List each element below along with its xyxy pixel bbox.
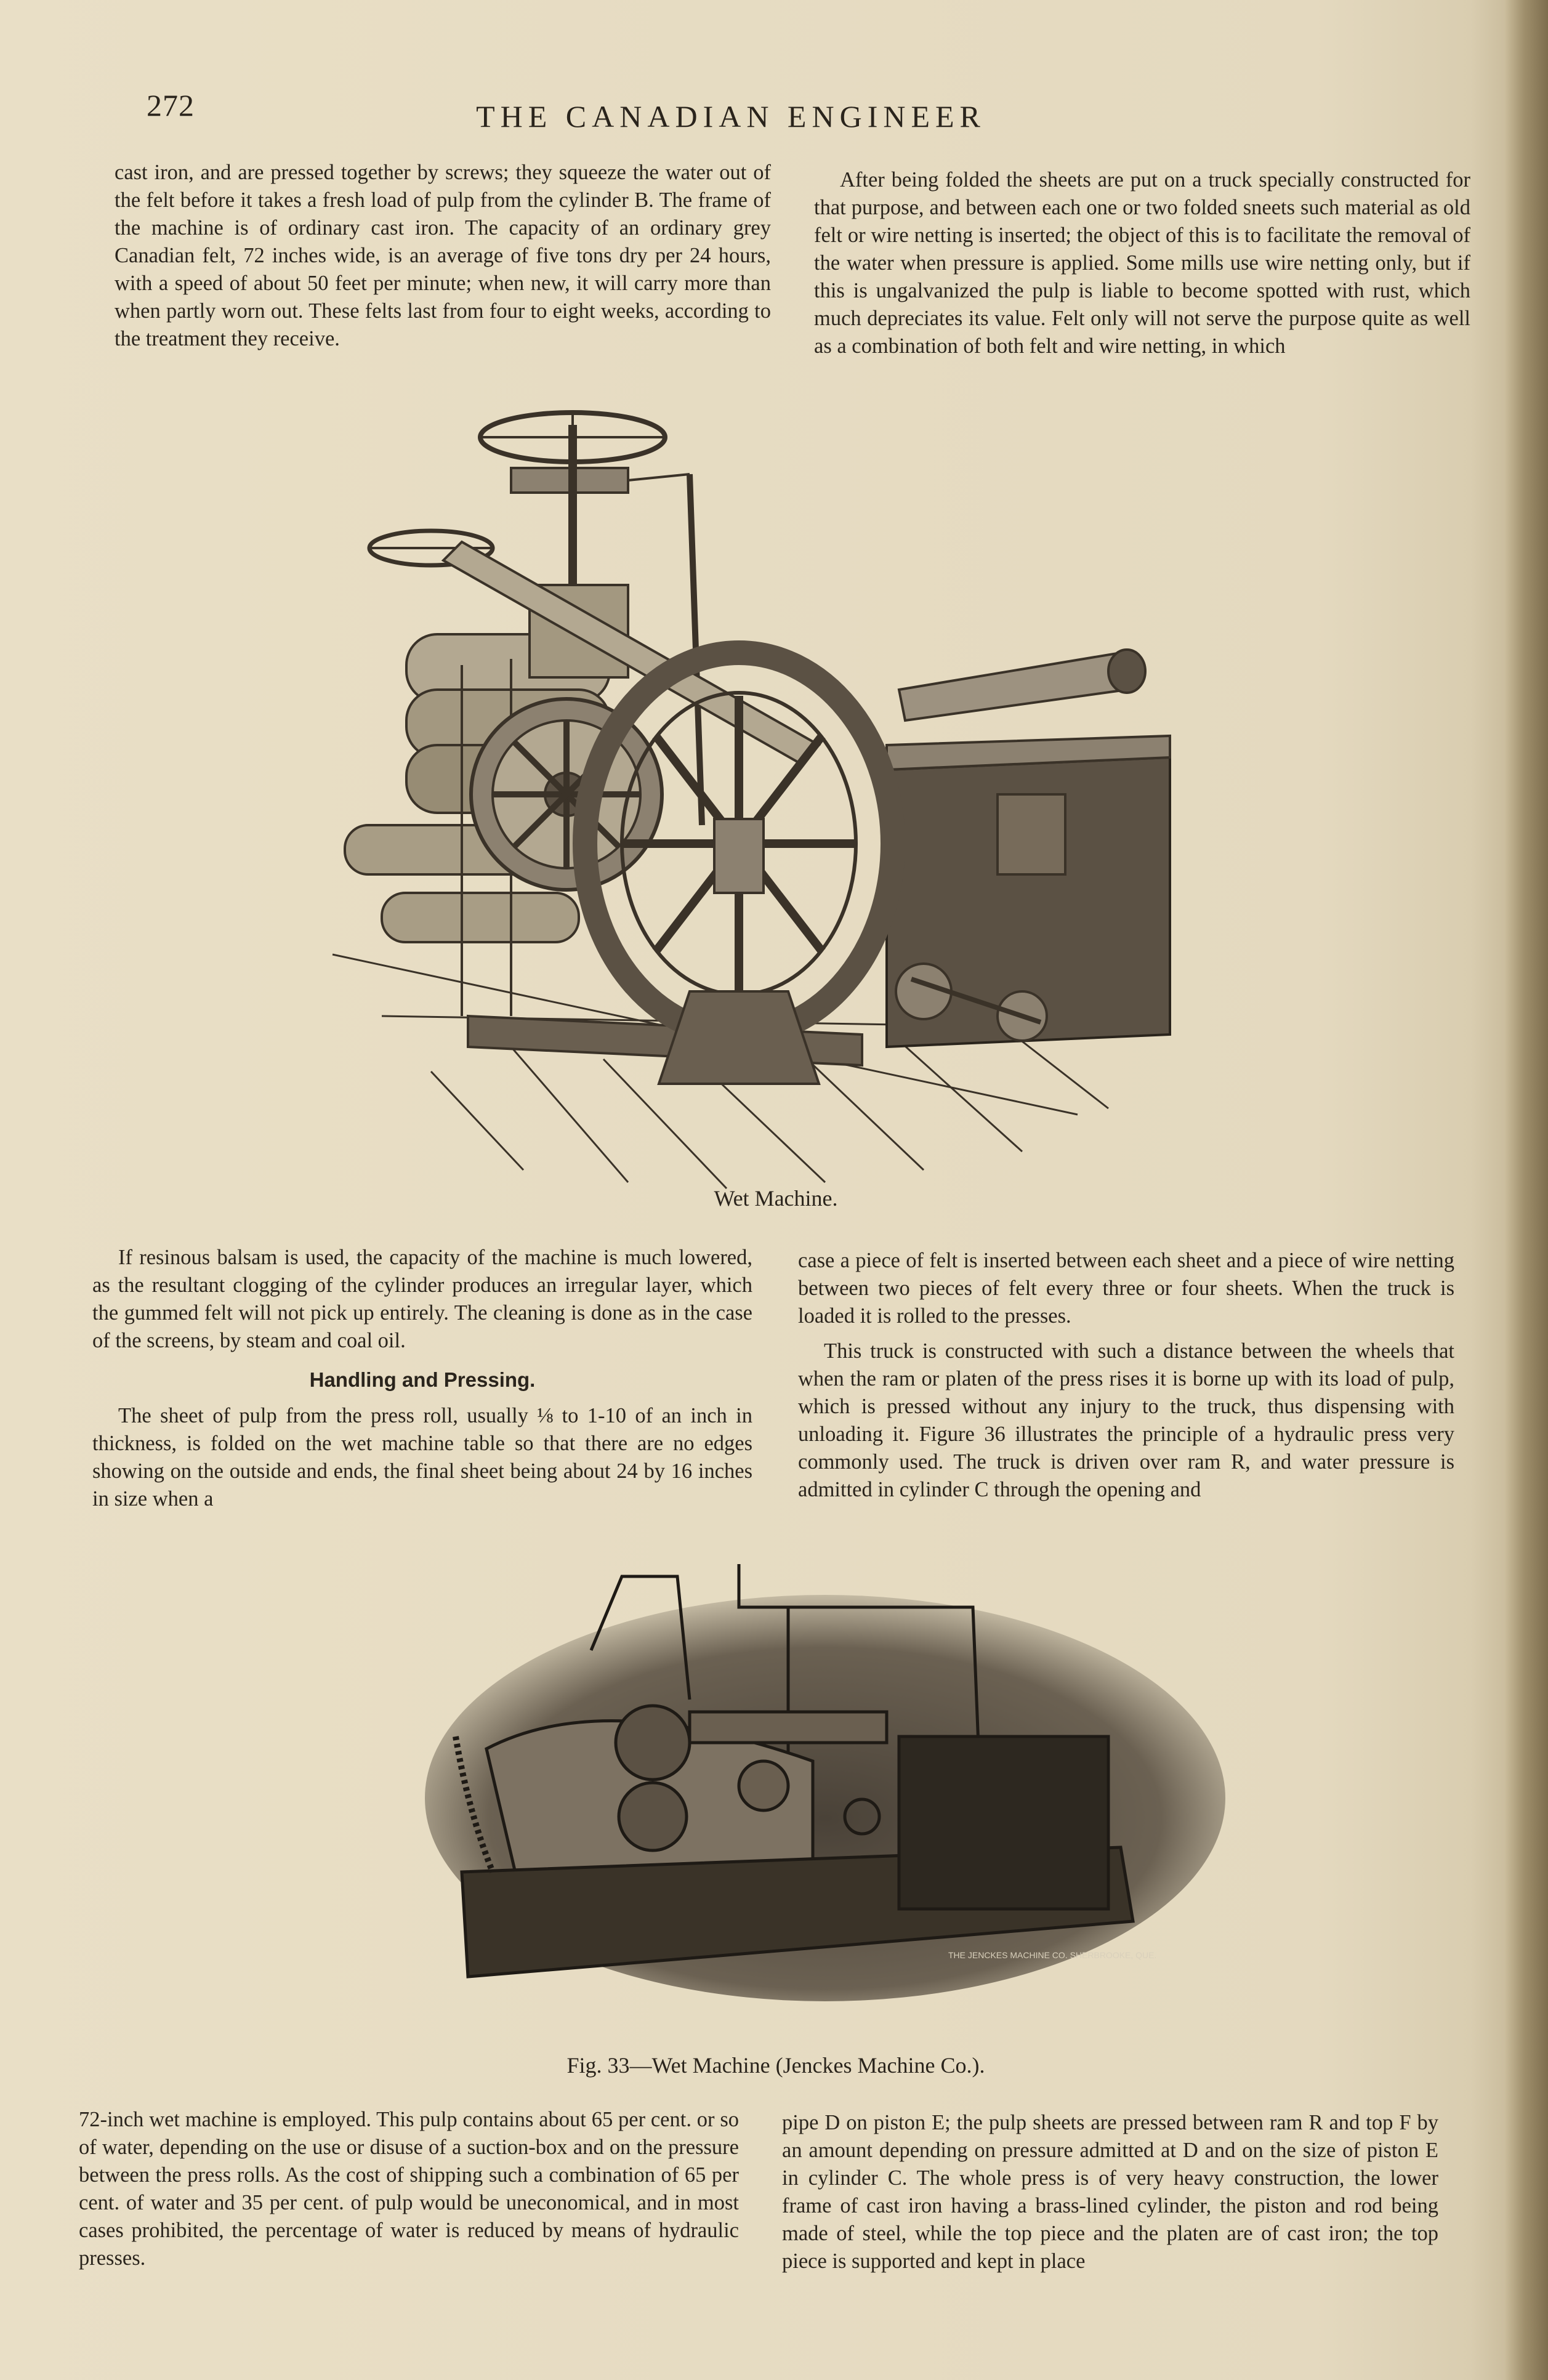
figure-caption-fig-33: Fig. 33—Wet Machine (Jenckes Machine Co.). (566, 2053, 985, 2078)
bottom-left-column (79, 2106, 739, 2272)
page-number: 272 (147, 88, 195, 123)
jenckes-wet-machine-photo (419, 1552, 1232, 2001)
top-right-column (814, 166, 1470, 360)
figure-caption-wet-machine: Wet Machine. (714, 1186, 838, 1211)
section-heading: Handling and Pressing. (309, 1368, 536, 1391)
book-spine-shadow (1505, 0, 1548, 2380)
paragraph: This truck is constructed with such a distance between the wheels that when the ram or platen of the press rises it is borne up with its load of pulp, which is pressed without any injury to the truck, thus dispensing with unloading it. Figure 36 illustrates the principle of a hydraulic press very commonly used. The truck is driven over ram R, and water pressure is admitted in cylinder C through the opening and (798, 1339, 1454, 1501)
middle-left-column (92, 1244, 752, 1513)
paragraph: The sheet of pulp from the press roll, usually ⅛ to 1-10 of an inch in thickness, is folded on the wet machine table so that there are no edges showing on the outside and ends, the final sheet being about 24 by 16 inches in size when a (92, 1404, 752, 1511)
paragraph: If resinous balsam is used, the capacity of the machine is much lowered, as the resultant clogging of the cylinder produces an irregular layer, which the gummed felt will not pick up entirely. The cleaning is done as in the case of the screens, by steam and coal oil. (92, 1246, 752, 1352)
top-left-column (115, 159, 771, 353)
paragraph: pipe D on piston E; the pulp sheets are pressed between ram R and top F by an amount depending on pressure admitted at D and on the size of piston E in cylinder C. The whole press is of very heavy construction, the lower frame of cast iron having a brass-lined cylinder, the piston and rod being made of steel, while the top piece and the platen are of cast iron; the top piece is supported and kept in place (782, 2111, 1438, 2273)
bottom-right-column (782, 2109, 1438, 2275)
paragraph: cast iron, and are pressed together by screws; they squeeze the water out of the felt before it takes a fresh load of pulp from the cylinder B. The frame of the machine is of ordinary cast iron. The capacity of an ordinary grey Canadian felt, 72 inches wide, is an average of five tons dry per 24 hours, with a speed of about 50 feet per minute; when new, it will carry more than when partly worn out. These felts last from four to eight weeks, according to the treatment they receive. (115, 161, 771, 350)
paragraph: 72-inch wet machine is employed. This pulp contains about 65 per cent. or so of water, depending on the use or disuse of a suction-box and on the pressure between the press rolls. As the cost of shipping such a combination of 65 per cent. of water and 35 per cent. of pulp would be uneconomical, and in most cases prohibited, the percentage of water is reduced by means of hydraulic presses. (79, 2108, 739, 2270)
middle-right-column (798, 1247, 1454, 1504)
wet-machine-engraving (308, 400, 1207, 1195)
paragraph: After being folded the sheets are put on a truck specially constructed for that purpose, and between each one or two folded sneets such material as old felt or wire netting is inserted; the object of this is to facilitate the removal of the water when pressure is applied. Some mills use wire netting only, but if this is ungalvanized the pulp is liable to become spotted with rust, which much depreciates its value. Felt only will not serve the purpose quite as well as a combination of both felt and wire netting, in which (814, 168, 1470, 358)
maker-plate: THE JENCKES MACHINE CO. SHERBROOKE, QUE. (948, 1950, 1157, 1960)
paragraph: case a piece of felt is inserted between each sheet and a piece of wire netting between two pieces of felt every three or four sheets. When the truck is loaded it is rolled to the presses. (798, 1249, 1454, 1328)
running-title: THE CANADIAN ENGINEER (476, 99, 986, 134)
